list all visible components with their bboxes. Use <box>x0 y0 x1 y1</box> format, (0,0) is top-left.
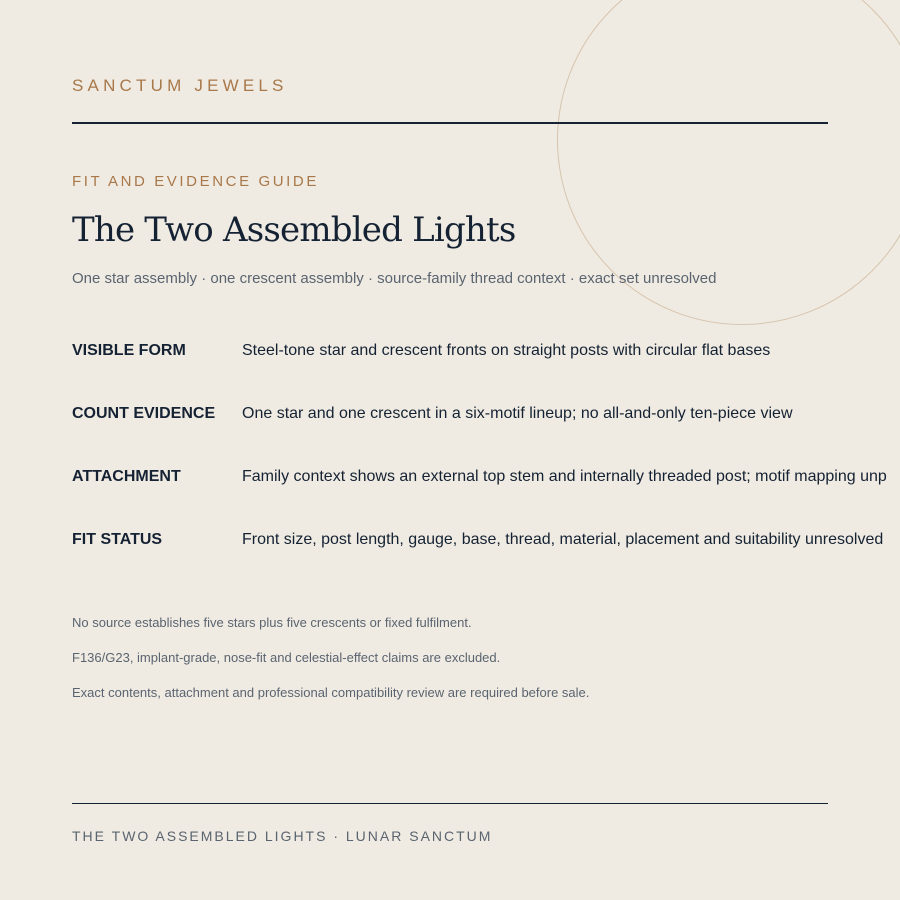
header-divider <box>72 122 828 124</box>
disclaimer-note: No source establishes five stars plus five crescents or fixed fulfilment. <box>72 615 472 630</box>
spec-label: VISIBLE FORM <box>72 342 186 359</box>
disclaimer-note: F136/G23, implant-grade, nose-fit and celestial-effect claims are excluded. <box>72 650 501 665</box>
section-eyebrow: FIT AND EVIDENCE GUIDE <box>72 173 319 190</box>
disclaimer-note: Exact contents, attachment and professional compatibility review are required before sale. <box>72 685 590 700</box>
spec-value: Steel-tone star and crescent fronts on straight posts with circular flat bases <box>242 342 771 359</box>
footer-divider <box>72 803 828 804</box>
footer-text: THE TWO ASSEMBLED LIGHTS · LUNAR SANCTUM <box>72 828 493 844</box>
page-subtitle: One star assembly · one crescent assembly · source-family thread context · exact set unresolved <box>72 270 717 287</box>
spec-value: Front size, post length, gauge, base, thread, material, placement and suitability unresolved <box>242 531 884 548</box>
spec-label: COUNT EVIDENCE <box>72 405 216 422</box>
spec-value: Family context shows an external top stem and internally threaded post; motif mapping unp <box>242 468 887 485</box>
page-title: The Two Assembled Lights <box>72 210 516 250</box>
brand-name: SANCTUM JEWELS <box>72 76 288 95</box>
spec-label: ATTACHMENT <box>72 468 181 485</box>
spec-label: FIT STATUS <box>72 531 163 548</box>
spec-value: One star and one crescent in a six-motif lineup; no all-and-only ten-piece view <box>242 405 793 422</box>
